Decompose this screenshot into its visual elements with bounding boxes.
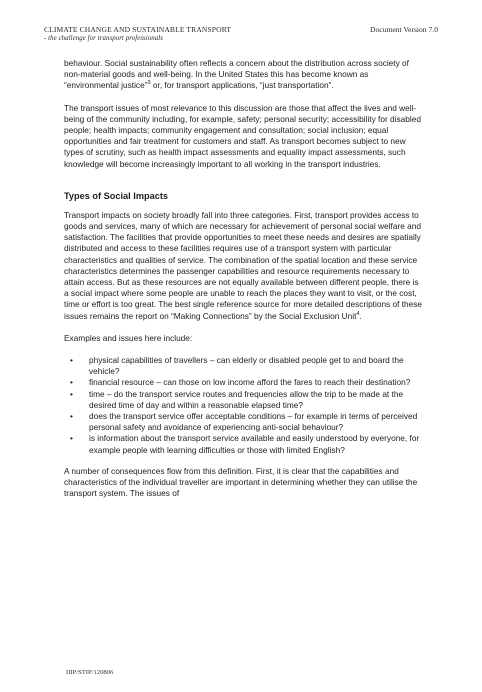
paragraph-transport-impacts: Transport impacts on society broadly fall into three categories. First, transport provides access to goods and services, many of which are necessary for achievement of personal social welfare and satisfaction. The facilities that provide opportunities to meet these needs and desires are spatially distributed and access to these facilities requires use of a transport system with particular characteristics and qualities of service. The combination of the spatial location and these service characteristics determines the passenger capabilities and resource requirements necessary to attain access. But as these resources are not equally available between different people, there is a social impact where some people are unable to reach the places they want to visit, or the cost, time or effort is too great. The best single reference source for more detailed descriptions of these issues remains the report on “Making Connections” by the Social Exclusion Unit$^4$. — [64, 209, 423, 321]
list-item: • physical capabilities of travellers – can elderly or disabled people get to and board the vehicle? — [70, 355, 404, 377]
list-item: • does the transport service offer acceptable conditions – for example in terms of perceived personal safety and avoidance of experiencing anti-social behaviour? — [70, 411, 418, 433]
section-heading: Types of Social Impacts — [64, 190, 168, 201]
paragraph-social-sustainability: behaviour. Social sustainability often reflects a concern about the distribution across society of non-material goods and well-being. In the United States this has become known as “environmental justice”$^3$ or, for transport applications, “just transportation”. — [64, 58, 409, 91]
body-text — [64, 58, 424, 511]
list-item: • is information about the transport service available and easily understood by everyone, for example people with learning difficulties or those with limited English? — [70, 433, 420, 455]
document-version: Document Version 7.0 — [370, 25, 438, 34]
bullet-icon: • — [70, 411, 73, 422]
paragraph-examples-intro: Examples and issues here include: — [64, 332, 193, 343]
paragraph-consequences: A number of consequences flow from this definition. First, it is clear that the capabilities and characteristics of the individual traveller are important in determining whether they can utilise the transport system. The issues of — [64, 465, 418, 499]
bullet-icon: • — [70, 355, 73, 366]
list-item: • financial resource – can those on low income afford the fares to reach their destination? — [70, 377, 411, 388]
footer-code: IIIP/STIP/120806 — [66, 669, 114, 676]
header-subtitle: - the challenge for transport professionals — [44, 35, 164, 42]
bullet-icon: • — [70, 377, 73, 388]
list-item: • time – do the transport service routes and frequencies allow the trip to be made at the desired time of day and within a reasonable elapsed time? — [70, 388, 404, 410]
footnote-ref-4[interactable]: 4 — [356, 310, 360, 317]
header-title: CLIMATE CHANGE AND SUSTAINABLE TRANSPORT — [44, 25, 232, 34]
bullet-icon: • — [70, 433, 73, 444]
footnote-ref-3[interactable]: 3 — [147, 80, 151, 87]
paragraph-transport-issues: The transport issues of most relevance to this discussion are those that affect the lives and well-being of the community including, for example, safety; personal security; accessibility for disabled people; health impacts; community engagement and consultation; social inclusion; equal opportunities and fair treatment for customers and staff. As transport becomes subject to new types of scrutiny, such as health impact assessments and equality impact assessments, such knowledge will become increasingly important to all working in the transport industries. — [64, 102, 421, 169]
examples-list — [64, 355, 424, 456]
bullet-icon: • — [70, 388, 73, 399]
running-header — [44, 25, 231, 43]
